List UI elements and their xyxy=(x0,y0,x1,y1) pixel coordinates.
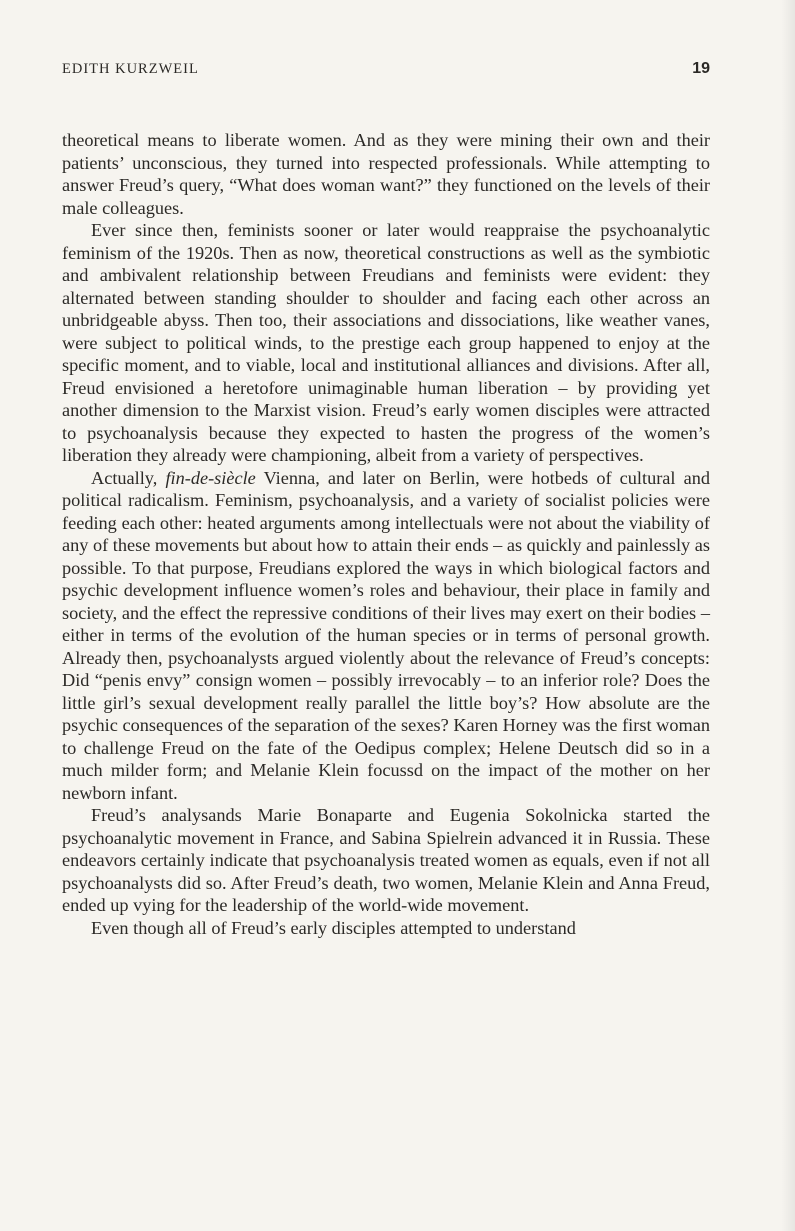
paragraph-1: theoretical means to liberate women. And as they were mining their own and their patients’ unconscious, they turned into respected professionals. While attempting to answer Freud’s query, “What does woman want?” they functioned on the levels of their male colleagues. xyxy=(62,130,710,218)
paragraph-3-start: Actually, xyxy=(91,467,166,488)
page-header xyxy=(62,58,710,80)
body-text xyxy=(62,129,710,939)
paragraph-3 xyxy=(62,467,710,805)
page-number: 19 xyxy=(692,60,710,77)
paragraph-5: Even though all of Freud’s early disciples attempted to understand xyxy=(91,917,576,938)
page-edge xyxy=(781,0,795,1231)
paragraph-2: Ever since then, feminists sooner or later would reappraise the psychoanalytic feminism of the 1920s. Then as now, theoretical constructions as well as the symbiotic and ambivalent relationship between Freudians and feminists were evident: they alternated between standing shoulder to shoulder and facing each other across an unbridgeable abyss. Then too, their associations and dissociations, like weather vanes, were subject to political winds, to the prestige each group happened to enjoy at the specific moment, and to viable, local and institutional alliances and divisions. After all, Freud envisioned a heretofore unimaginable human liberation – by providing yet another dimension to the Marxist vision. Freud’s early women disciples were attracted to psychoanalysis because they expected to hasten the progress of the women’s liberation they already were championing, albeit from a variety of perspectives. xyxy=(62,220,710,465)
italic-term: fin-de-siècle xyxy=(165,467,256,488)
paragraph-4: Freud’s analysands Marie Bonaparte and Eugenia Sokolnicka started the psychoanalytic movement in France, and Sabina Spielrein advanced it in Russia. These endeavors certainly indicate that psychoanalysis treated women as equals, even if not all psychoanalysts did so. After Freud’s death, two women, Melanie Klein and Anna Freud, ended up vying for the leadership of the world-wide movement. xyxy=(62,805,710,915)
running-head: EDITH KURZWEIL xyxy=(62,61,199,77)
paragraph-3-rest: Vienna, and later on Berlin, were hotbeds of cultural and political radicalism. Feminism, psychoanalysis, and a variety of socialist policies were feeding each other: heated arguments among intellectuals were not about the viability of any of these movements but about how to attain their ends – as quickly and painlessly as possible. To that purpose, Freudians explored the ways in which biological factors and psychic development influence women’s roles and behaviour, their place in family and society, and the effect the repressive conditions of their lives may exert on their bodies – either in terms of the evolution of the human species or in terms of personal growth. Already then, psychoanalysts argued violently about the relevance of Freud’s concepts: Did “penis envy” consign women – possibly irrevocably – to an inferior role? Does the little girl’s sexual development really parallel the little boy’s? How absolute are the psychic consequences of the separation of the sexes? Karen Horney was the first woman to challenge Freud on the fate of the Oedipus complex; Helene Deutsch did so in a much milder form; and Melanie Klein focussd on the impact of the mother on her newborn infant. xyxy=(62,467,710,803)
